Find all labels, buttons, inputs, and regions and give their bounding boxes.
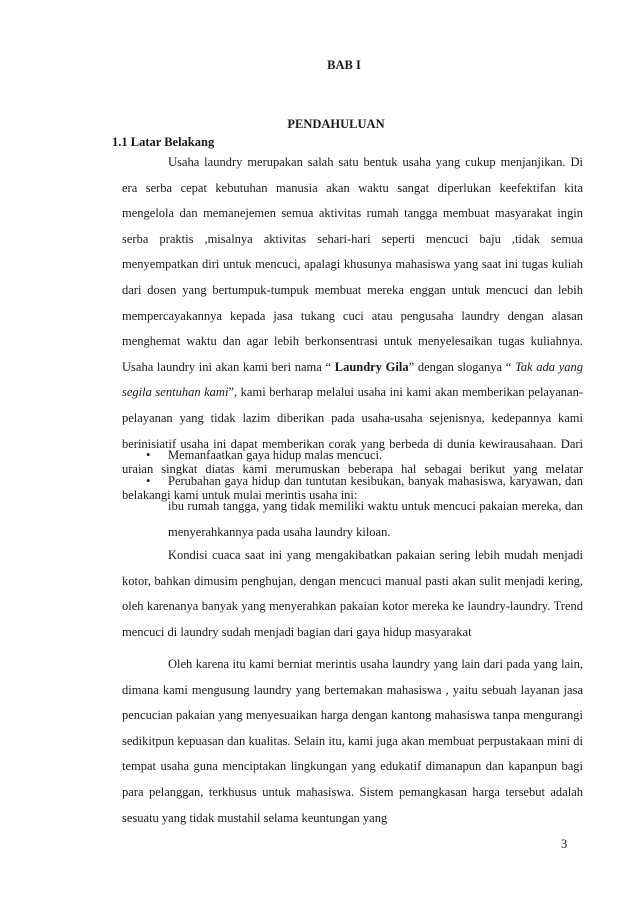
reasons-list: [146, 443, 583, 545]
list-item: • Perubahan gaya hidup dan tuntutan kesibukan, banyak mahasiswa, karyawan, dan ibu rumah tangga, yang tidak memiliki waktu untuk mencuci pakaian mereka, dan menyerahkannya pada usaha laundry kiloan.: [146, 469, 583, 546]
chapter-title: PENDAHULUAN: [287, 117, 385, 131]
business-name: Laundry Gila: [334, 359, 409, 374]
page-number: 3: [561, 837, 568, 851]
paragraph-3: Oleh karena itu kami berniat merintis usaha laundry yang lain dari pada yang lain, dimana kami mengusung laundry yang bertemakan mahasiswa , yaitu sebuah layanan jasa pencucian pakaian yang menyesuaikan harga dengan kantong mahasiswa tanpa mengurangi sedikitpun kepuasan dan kualitas. Selain itu, kami juga akan membuat perpustakaan mini di tempat usaha guna menciptakan lingkungan yang edukatif dimanapun dan kapanpun bagi para pelanggan, terkhusus untuk mahasiswa. Sistem pemangkasan harga tersebut adalah sesuatu yang tidak mustahil selama keuntungan yang: [122, 657, 583, 825]
business-slogan: Tak ada yang segila sentuhan kami: [122, 359, 583, 400]
paragraph-2: Kondisi cuaca saat ini yang mengakibatkan pakaian sering lebih mudah menjadi kotor, bahkan dimusim penghujan, dengan mencuci manual pasti akan sulit menjadi kering, oleh karenanya banyak yang menyerahkan pakaian kotor mereka ke laundry-laundry. Trend mencuci di laundry sudah menjadi bagian dari gaya hidup masyarakat: [122, 548, 583, 639]
paragraph-1-text-b: ” dengan sloganya “: [408, 359, 515, 374]
paragraph-1-text-a: Usaha laundry merupakan salah satu bentuk usaha yang cukup menjanjikan. Di era serba cepat kebutuhan manusia akan waktu sangat diperlukan keefektifan kita mengelola dan memanejemen semua aktivitas rumah tangga membuat masyarakat ingin serba praktis ,misalnya aktivitas sehari-hari seperti mencuci baju ,tidak semua menyempatkan diri untuk mencuci, apalagi khusunya mahasiswa yang saat ini tugas kuliah dari dosen yang bertumpuk-tumpuk membuat mereka enggan untuk mencuci dan lebih mempercayakannya kepada jasa tukang cuci atau pengusaha laundry dengan alasan menghemat waktu dan agar lebih berkonsentrasi untuk menyelesaikan tugas kuliahnya. Usaha laundry ini akan kami beri nama “: [122, 155, 583, 374]
paragraph-1-text-c: ”, kami berharap melalui usaha ini kami akan memberikan pelayanan-pelayanan yang tidak lazim diberikan pada usaha-usaha sejenisnya, kedepannya kami berinisiatif usaha ini dapat memberikan corak yang berbeda di dunia kewirausahaan. Dari uraian singkat diatas kami merumuskan beberapa hal sebagai berikut yang melatar belakangi kami untuk mulai merintis usaha ini:: [122, 385, 583, 502]
list-item: • Memanfaatkan gaya hidup malas mencuci.: [146, 443, 583, 469]
chapter-heading: BAB I: [327, 58, 361, 72]
section-heading: 1.1 Latar Belakang: [112, 135, 215, 149]
